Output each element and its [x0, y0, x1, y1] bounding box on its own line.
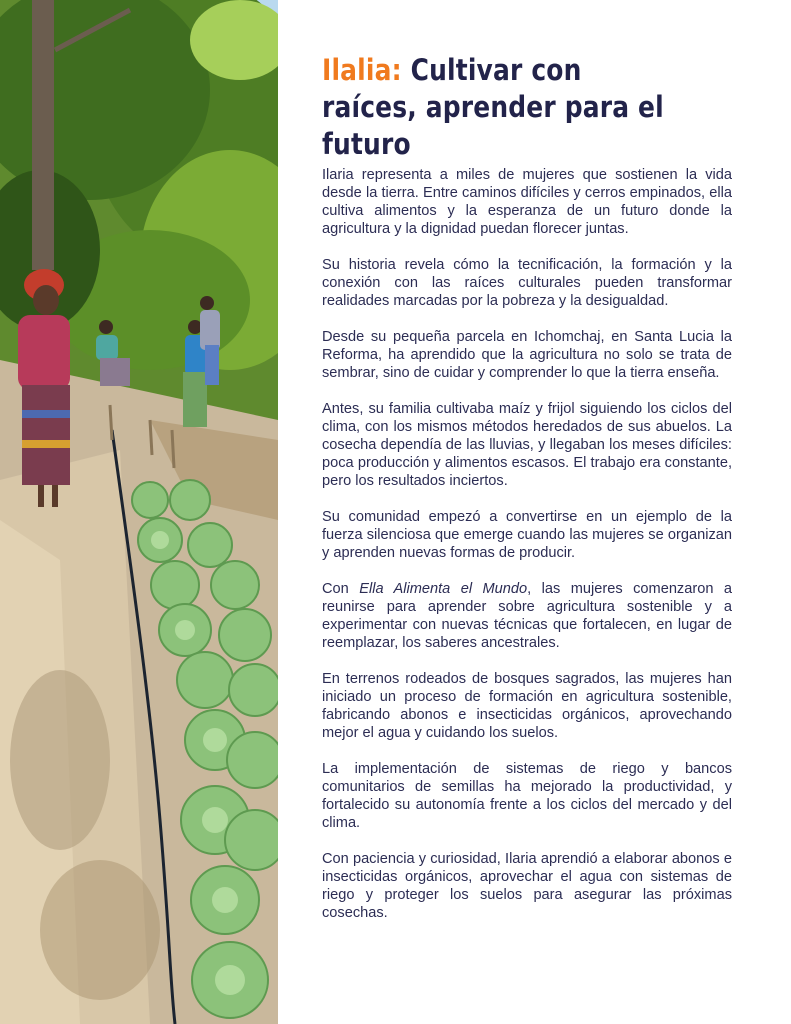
paragraph: Su historia revela cómo la tecnificación, la formación y la conexión con las raíces culturales pueden transformar realidades marcadas por la pobreza y la desigualdad. [322, 257, 732, 309]
paragraph: Desde su pequeña parcela en Ichomchaj, en Santa Lucia la Reforma, ha aprendido que la agricultura no solo se trata de sembrar, sino de cuidar y comprender lo que la tierra enseña. [322, 329, 732, 381]
paragraph [322, 580, 732, 652]
farm-photo-illustration [0, 0, 278, 1024]
title-name: Ilalia: [322, 53, 402, 87]
paragraph-rest: , las mujeres comenzaron a reunirse para aprender sobre agricultura sostenible y a experimentar con nuevas técnicas que fortalecen, en lugar de reemplazar, los saberes ancestrales. [322, 581, 733, 651]
program-name: Ella Alimenta el Mundo [359, 581, 528, 597]
paragraph: Su comunidad empezó a convertirse en un ejemplo de la fuerza silenciosa que emerge cuando las mujeres se organizan y aprenden nuevas formas de producir. [322, 509, 732, 561]
paragraph: La implementación de sistemas de riego y bancos comunitarios de semillas ha mejorado la productividad, y fortalecido su autonomía frente a los ciclos del mercado y del clima. [322, 761, 732, 831]
page-title [322, 52, 683, 163]
paragraph: En terrenos rodeados de bosques sagrados, las mujeres han iniciado un proceso de formación en agricultura sostenible, fabricando abonos e insecticidas orgánicos, aprovechando mejor el agua y cuidando los suelos. [322, 671, 732, 741]
paragraph: Antes, su familia cultivaba maíz y frijol siguiendo los ciclos del clima, con los mismos métodos heredados de sus abuelos. La cosecha dependía de las lluvias, y llegaban los meses difíciles: poca producción y alimentos escasos. El trabajo era constante, pero los resultados inciertos. [322, 401, 732, 489]
title-rest: Cultivar con raíces, aprender para el futuro [322, 53, 664, 161]
farm-photo [0, 0, 278, 1024]
paragraph-lead: Con [322, 581, 360, 597]
paragraph: Ilaria representa a miles de mujeres que sostienen la vida desde la tierra. Entre caminos difíciles y cerros empinados, ella cultiva alimentos y la esperanza de un futuro donde la agricultura y la dignidad puedan florecer juntas. [322, 167, 732, 237]
paragraph: Con paciencia y curiosidad, Ilaria aprendió a elaborar abonos e insecticidas orgánicos, aprovechar el agua con sistemas de riego y proteger los suelos para asegurar las próximas cosechas. [322, 851, 732, 921]
article-body [322, 166, 732, 940]
